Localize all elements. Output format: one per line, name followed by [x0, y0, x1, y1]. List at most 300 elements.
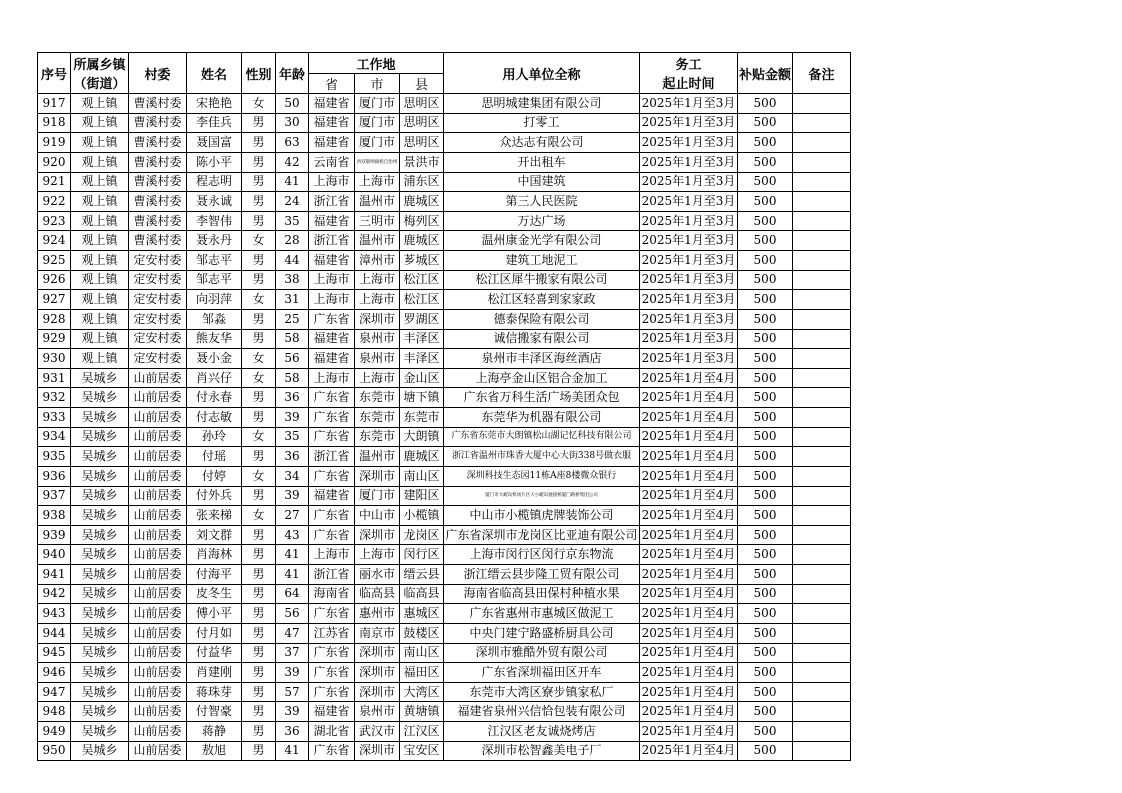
cell-remark — [793, 565, 851, 585]
cell-period: 2025年1月至4月 — [640, 408, 738, 428]
cell-remark — [793, 192, 851, 212]
cell-employer: 上海市闵行区闵行京东物流 — [444, 545, 640, 565]
table-row — [38, 427, 851, 447]
table-row — [38, 722, 851, 742]
cell-employer: 建筑工地泥工 — [444, 251, 640, 271]
table-row — [38, 623, 851, 643]
table-row — [38, 584, 851, 604]
cell-amount: 500 — [738, 702, 793, 722]
cell-province: 福建省 — [309, 113, 355, 133]
cell-employer: 第三人民医院 — [444, 192, 640, 212]
cell-gender: 女 — [242, 349, 276, 369]
cell-province: 上海市 — [309, 368, 355, 388]
cell-employer: 浙江缙云县步隆工贸有限公司 — [444, 565, 640, 585]
cell-seq: 929 — [38, 329, 71, 349]
cell-remark — [793, 447, 851, 467]
cell-period: 2025年1月至4月 — [640, 741, 738, 761]
cell-seq: 950 — [38, 741, 71, 761]
cell-name: 蒋珠芽 — [187, 682, 242, 702]
cell-province: 福建省 — [309, 94, 355, 114]
cell-gender: 男 — [242, 329, 276, 349]
cell-town: 吴城乡 — [71, 486, 129, 506]
cell-village: 山前居委 — [129, 486, 187, 506]
cell-amount: 500 — [738, 270, 793, 290]
cell-gender: 男 — [242, 545, 276, 565]
cell-village: 山前居委 — [129, 525, 187, 545]
cell-county: 惠城区 — [400, 604, 444, 624]
cell-age: 35 — [276, 427, 309, 447]
cell-employer: 松江区犀牛搬家有限公司 — [444, 270, 640, 290]
cell-town: 吴城乡 — [71, 584, 129, 604]
header-township-line1: 所属乡镇 — [73, 58, 126, 73]
cell-village: 山前居委 — [129, 623, 187, 643]
cell-province: 海南省 — [309, 584, 355, 604]
cell-name: 付永春 — [187, 388, 242, 408]
cell-age: 36 — [276, 388, 309, 408]
cell-gender: 男 — [242, 623, 276, 643]
cell-village: 曹溪村委 — [129, 172, 187, 192]
cell-name: 陈小平 — [187, 152, 242, 172]
cell-city: 泉州市 — [355, 702, 400, 722]
cell-age: 43 — [276, 525, 309, 545]
table-row — [38, 113, 851, 133]
table-row — [38, 152, 851, 172]
table-row — [38, 172, 851, 192]
cell-seq: 942 — [38, 584, 71, 604]
cell-village: 定安村委 — [129, 349, 187, 369]
cell-name: 肖海林 — [187, 545, 242, 565]
cell-amount: 500 — [738, 486, 793, 506]
cell-name: 刘文群 — [187, 525, 242, 545]
cell-period: 2025年1月至4月 — [640, 643, 738, 663]
cell-amount: 500 — [738, 584, 793, 604]
cell-seq: 917 — [38, 94, 71, 114]
cell-employer: 深圳市雅酷外贸有限公司 — [444, 643, 640, 663]
table-row — [38, 192, 851, 212]
cell-name: 付月如 — [187, 623, 242, 643]
cell-county: 罗湖区 — [400, 309, 444, 329]
cell-village: 山前居委 — [129, 741, 187, 761]
cell-remark — [793, 309, 851, 329]
cell-town: 吴城乡 — [71, 623, 129, 643]
cell-period: 2025年1月至4月 — [640, 722, 738, 742]
cell-amount: 500 — [738, 643, 793, 663]
cell-gender: 男 — [242, 604, 276, 624]
cell-employer: 众达志有限公司 — [444, 133, 640, 153]
cell-remark — [793, 623, 851, 643]
header-employer: 用人单位全称 — [444, 53, 640, 94]
cell-town: 观上镇 — [71, 329, 129, 349]
cell-name: 李智伟 — [187, 211, 242, 231]
cell-village: 定安村委 — [129, 270, 187, 290]
cell-village: 曹溪村委 — [129, 94, 187, 114]
cell-city: 东莞市 — [355, 427, 400, 447]
cell-county: 大湾区 — [400, 682, 444, 702]
cell-county: 小榄镇 — [400, 506, 444, 526]
cell-gender: 男 — [242, 682, 276, 702]
header-work-line1: 务工 — [675, 58, 702, 73]
cell-amount: 500 — [738, 741, 793, 761]
cell-village: 山前居委 — [129, 466, 187, 486]
cell-town: 观上镇 — [71, 290, 129, 310]
cell-county: 思明区 — [400, 94, 444, 114]
cell-age: 39 — [276, 408, 309, 428]
cell-village: 曹溪村委 — [129, 192, 187, 212]
cell-county: 思明区 — [400, 133, 444, 153]
cell-village: 山前居委 — [129, 565, 187, 585]
cell-village: 定安村委 — [129, 290, 187, 310]
cell-period: 2025年1月至4月 — [640, 466, 738, 486]
cell-town: 吴城乡 — [71, 741, 129, 761]
cell-province: 福建省 — [309, 702, 355, 722]
cell-gender: 男 — [242, 192, 276, 212]
cell-employer: 广东省深圳福田区开车 — [444, 663, 640, 683]
cell-period: 2025年1月至3月 — [640, 152, 738, 172]
cell-gender: 男 — [242, 663, 276, 683]
cell-period: 2025年1月至4月 — [640, 525, 738, 545]
cell-gender: 男 — [242, 152, 276, 172]
cell-remark — [793, 329, 851, 349]
cell-amount: 500 — [738, 349, 793, 369]
cell-employer: 厦门市大嶝岛机场片区大小嶝岛链接桥厦门路桥集团公司 — [444, 486, 640, 506]
cell-province: 浙江省 — [309, 231, 355, 251]
cell-age: 24 — [276, 192, 309, 212]
cell-remark — [793, 211, 851, 231]
cell-town: 吴城乡 — [71, 682, 129, 702]
cell-amount: 500 — [738, 545, 793, 565]
cell-town: 观上镇 — [71, 152, 129, 172]
cell-amount: 500 — [738, 506, 793, 526]
cell-city: 厦门市 — [355, 94, 400, 114]
cell-county: 鹿城区 — [400, 447, 444, 467]
header-village: 村委 — [129, 53, 187, 94]
cell-seq: 921 — [38, 172, 71, 192]
cell-city: 深圳市 — [355, 525, 400, 545]
cell-employer: 德泰保险有限公司 — [444, 309, 640, 329]
cell-county: 丰泽区 — [400, 349, 444, 369]
cell-age: 44 — [276, 251, 309, 271]
cell-amount: 500 — [738, 565, 793, 585]
cell-city: 深圳市 — [355, 663, 400, 683]
cell-city: 深圳市 — [355, 741, 400, 761]
table-row — [38, 545, 851, 565]
cell-seq: 925 — [38, 251, 71, 271]
cell-town: 观上镇 — [71, 211, 129, 231]
cell-employer: 中山市小榄镇虎牌装饰公司 — [444, 506, 640, 526]
cell-name: 付志敏 — [187, 408, 242, 428]
cell-province: 上海市 — [309, 270, 355, 290]
cell-employer: 上海亭金山区铝合金加工 — [444, 368, 640, 388]
cell-village: 山前居委 — [129, 427, 187, 447]
cell-employer: 广东省万科生活广场美团众包 — [444, 388, 640, 408]
table-row — [38, 309, 851, 329]
table-row — [38, 447, 851, 467]
cell-gender: 女 — [242, 290, 276, 310]
cell-seq: 932 — [38, 388, 71, 408]
cell-town: 吴城乡 — [71, 447, 129, 467]
cell-gender: 男 — [242, 525, 276, 545]
cell-province: 浙江省 — [309, 565, 355, 585]
cell-town: 观上镇 — [71, 94, 129, 114]
cell-period: 2025年1月至3月 — [640, 192, 738, 212]
subsidy-table — [37, 52, 851, 761]
cell-seq: 948 — [38, 702, 71, 722]
table-row — [38, 486, 851, 506]
cell-village: 曹溪村委 — [129, 152, 187, 172]
table-row — [38, 506, 851, 526]
header-name: 姓名 — [187, 53, 242, 94]
cell-name: 蒋静 — [187, 722, 242, 742]
cell-county: 闵行区 — [400, 545, 444, 565]
cell-county: 鹿城区 — [400, 231, 444, 251]
cell-amount: 500 — [738, 427, 793, 447]
cell-name: 邹淼 — [187, 309, 242, 329]
cell-city: 上海市 — [355, 290, 400, 310]
cell-remark — [793, 525, 851, 545]
cell-county: 大朗镇 — [400, 427, 444, 447]
cell-seq: 922 — [38, 192, 71, 212]
cell-gender: 女 — [242, 94, 276, 114]
cell-amount: 500 — [738, 368, 793, 388]
cell-province: 广东省 — [309, 309, 355, 329]
cell-name: 皮冬生 — [187, 584, 242, 604]
cell-province: 湖北省 — [309, 722, 355, 742]
cell-period: 2025年1月至3月 — [640, 251, 738, 271]
cell-remark — [793, 486, 851, 506]
cell-seq: 920 — [38, 152, 71, 172]
cell-seq: 919 — [38, 133, 71, 153]
header-seq: 序号 — [38, 53, 71, 94]
cell-seq: 931 — [38, 368, 71, 388]
table-row — [38, 211, 851, 231]
cell-seq: 933 — [38, 408, 71, 428]
cell-employer: 万达广场 — [444, 211, 640, 231]
cell-period: 2025年1月至4月 — [640, 486, 738, 506]
cell-employer: 东莞市大湾区寮步镇家私厂 — [444, 682, 640, 702]
cell-village: 山前居委 — [129, 604, 187, 624]
cell-name: 付瑶 — [187, 447, 242, 467]
cell-village: 曹溪村委 — [129, 211, 187, 231]
cell-amount: 500 — [738, 309, 793, 329]
cell-age: 37 — [276, 643, 309, 663]
cell-city: 上海市 — [355, 368, 400, 388]
cell-town: 观上镇 — [71, 113, 129, 133]
cell-period: 2025年1月至3月 — [640, 349, 738, 369]
cell-county: 福田区 — [400, 663, 444, 683]
cell-age: 56 — [276, 349, 309, 369]
cell-gender: 女 — [242, 368, 276, 388]
cell-name: 李佳兵 — [187, 113, 242, 133]
table-row — [38, 329, 851, 349]
cell-county: 黄塘镇 — [400, 702, 444, 722]
header-city: 市 — [355, 74, 400, 94]
cell-period: 2025年1月至4月 — [640, 623, 738, 643]
cell-employer: 东莞华为机器有限公司 — [444, 408, 640, 428]
cell-amount: 500 — [738, 408, 793, 428]
cell-name: 付婷 — [187, 466, 242, 486]
table-row — [38, 663, 851, 683]
cell-province: 浙江省 — [309, 447, 355, 467]
cell-amount: 500 — [738, 133, 793, 153]
cell-amount: 500 — [738, 722, 793, 742]
cell-remark — [793, 408, 851, 428]
cell-gender: 男 — [242, 643, 276, 663]
cell-province: 云南省 — [309, 152, 355, 172]
cell-seq: 928 — [38, 309, 71, 329]
cell-city: 武汉市 — [355, 722, 400, 742]
cell-city: 厦门市 — [355, 486, 400, 506]
cell-name: 熊友华 — [187, 329, 242, 349]
cell-town: 吴城乡 — [71, 368, 129, 388]
cell-name: 聂永诚 — [187, 192, 242, 212]
cell-town: 吴城乡 — [71, 427, 129, 447]
cell-period: 2025年1月至3月 — [640, 231, 738, 251]
cell-gender: 男 — [242, 211, 276, 231]
cell-seq: 936 — [38, 466, 71, 486]
cell-seq: 937 — [38, 486, 71, 506]
cell-remark — [793, 172, 851, 192]
cell-county: 梅列区 — [400, 211, 444, 231]
cell-city: 丽水市 — [355, 565, 400, 585]
cell-village: 山前居委 — [129, 368, 187, 388]
cell-province: 上海市 — [309, 172, 355, 192]
cell-period: 2025年1月至3月 — [640, 309, 738, 329]
cell-village: 山前居委 — [129, 447, 187, 467]
cell-gender: 男 — [242, 270, 276, 290]
cell-town: 观上镇 — [71, 349, 129, 369]
cell-remark — [793, 663, 851, 683]
cell-employer: 广东省深圳市龙岗区比亚迪有限公司 — [444, 525, 640, 545]
cell-seq: 943 — [38, 604, 71, 624]
cell-name: 宋艳艳 — [187, 94, 242, 114]
cell-age: 39 — [276, 663, 309, 683]
cell-amount: 500 — [738, 623, 793, 643]
cell-gender: 女 — [242, 427, 276, 447]
cell-gender: 男 — [242, 388, 276, 408]
cell-county: 南山区 — [400, 466, 444, 486]
table-row — [38, 94, 851, 114]
cell-remark — [793, 133, 851, 153]
cell-seq: 924 — [38, 231, 71, 251]
cell-town: 观上镇 — [71, 309, 129, 329]
cell-employer: 广东省东莞市大朗镇松山湖记忆科技有限公司 — [444, 427, 640, 447]
cell-amount: 500 — [738, 231, 793, 251]
cell-gender: 男 — [242, 133, 276, 153]
cell-county: 鼓楼区 — [400, 623, 444, 643]
cell-amount: 500 — [738, 663, 793, 683]
cell-province: 广东省 — [309, 525, 355, 545]
table-row — [38, 133, 851, 153]
cell-name: 程志明 — [187, 172, 242, 192]
cell-employer: 深圳市松智鑫美电子厂 — [444, 741, 640, 761]
cell-name: 张来梯 — [187, 506, 242, 526]
cell-county: 鹿城区 — [400, 192, 444, 212]
cell-amount: 500 — [738, 682, 793, 702]
cell-employer: 中国建筑 — [444, 172, 640, 192]
cell-province: 广东省 — [309, 682, 355, 702]
cell-province: 广东省 — [309, 643, 355, 663]
cell-city: 中山市 — [355, 506, 400, 526]
cell-name: 聂小金 — [187, 349, 242, 369]
cell-employer: 松江区轻喜到家家政 — [444, 290, 640, 310]
cell-age: 36 — [276, 447, 309, 467]
cell-village: 曹溪村委 — [129, 231, 187, 251]
cell-period: 2025年1月至4月 — [640, 682, 738, 702]
cell-seq: 935 — [38, 447, 71, 467]
cell-city: 临高县 — [355, 584, 400, 604]
cell-age: 47 — [276, 623, 309, 643]
cell-age: 41 — [276, 565, 309, 585]
cell-name: 聂永丹 — [187, 231, 242, 251]
cell-city: 温州市 — [355, 447, 400, 467]
cell-age: 30 — [276, 113, 309, 133]
cell-province: 福建省 — [309, 211, 355, 231]
cell-name: 孙玲 — [187, 427, 242, 447]
table-row — [38, 349, 851, 369]
cell-village: 曹溪村委 — [129, 133, 187, 153]
cell-town: 吴城乡 — [71, 722, 129, 742]
cell-county: 东莞市 — [400, 408, 444, 428]
cell-county: 浦东区 — [400, 172, 444, 192]
cell-city: 上海市 — [355, 545, 400, 565]
cell-county: 金山区 — [400, 368, 444, 388]
cell-age: 39 — [276, 486, 309, 506]
cell-remark — [793, 604, 851, 624]
table-row — [38, 525, 851, 545]
cell-period: 2025年1月至4月 — [640, 604, 738, 624]
cell-amount: 500 — [738, 447, 793, 467]
cell-employer: 福建省泉州兴信恰包装有限公司 — [444, 702, 640, 722]
cell-village: 山前居委 — [129, 408, 187, 428]
cell-age: 28 — [276, 231, 309, 251]
cell-city: 深圳市 — [355, 682, 400, 702]
cell-province: 江苏省 — [309, 623, 355, 643]
cell-amount: 500 — [738, 211, 793, 231]
cell-city: 泉州市 — [355, 349, 400, 369]
cell-county: 临高县 — [400, 584, 444, 604]
cell-age: 56 — [276, 604, 309, 624]
cell-period: 2025年1月至4月 — [640, 506, 738, 526]
table-row — [38, 368, 851, 388]
cell-amount: 500 — [738, 152, 793, 172]
header-gender: 性别 — [242, 53, 276, 94]
cell-age: 41 — [276, 741, 309, 761]
table-row — [38, 290, 851, 310]
cell-county: 松江区 — [400, 290, 444, 310]
cell-county: 丰泽区 — [400, 329, 444, 349]
cell-employer: 打零工 — [444, 113, 640, 133]
cell-amount: 500 — [738, 94, 793, 114]
cell-employer: 中央门建宁路盛桥厨具公司 — [444, 623, 640, 643]
cell-remark — [793, 643, 851, 663]
cell-gender: 男 — [242, 447, 276, 467]
cell-province: 福建省 — [309, 349, 355, 369]
table-row — [38, 741, 851, 761]
cell-seq: 918 — [38, 113, 71, 133]
cell-village: 山前居委 — [129, 584, 187, 604]
cell-employer: 泉州市丰泽区海丝酒店 — [444, 349, 640, 369]
cell-remark — [793, 349, 851, 369]
cell-town: 吴城乡 — [71, 643, 129, 663]
cell-age: 50 — [276, 94, 309, 114]
cell-gender: 男 — [242, 172, 276, 192]
cell-gender: 男 — [242, 113, 276, 133]
table-row — [38, 682, 851, 702]
cell-province: 广东省 — [309, 427, 355, 447]
cell-employer: 浙江省温州市珠香大厦中心大街338号做衣服 — [444, 447, 640, 467]
cell-employer: 诚信搬家有限公司 — [444, 329, 640, 349]
cell-province: 福建省 — [309, 486, 355, 506]
